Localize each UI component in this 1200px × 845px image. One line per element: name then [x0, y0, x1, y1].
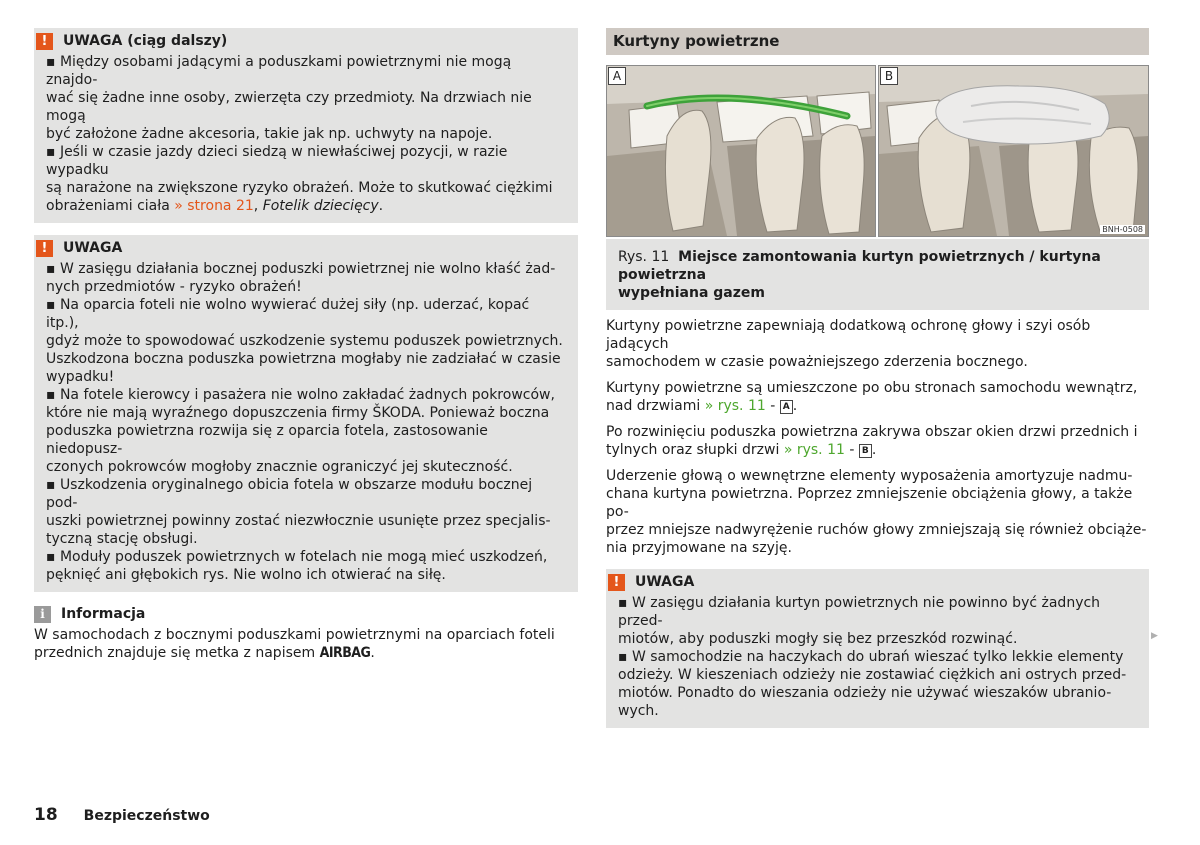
text-line: samochodem w czasie poważniejszego zderzenia bocznego. [606, 354, 1028, 370]
warning-line: ▪ Na oparcia foteli nie wolno wywierać dużej siły (np. uderzać, kopać itp.), [46, 297, 530, 331]
caption-title: Miejsce zamontowania kurtyn powietrznych / kurtyna powietrzna [618, 249, 1101, 283]
warning-line: gdyż może to spowodować uszkodzenie systemu poduszek powietrznych. [46, 333, 563, 349]
warning-line: ▪ Moduły poduszek powietrznych w fotelach nie mogą mieć uszkodzeń, [46, 549, 548, 565]
paragraph [606, 467, 1149, 557]
text-fragment: . [792, 398, 798, 414]
figure-caption [606, 239, 1149, 310]
warning-line: miotów, aby poduszki mogły się bez przeszkód rozwinąć. [618, 631, 1018, 647]
warning-line: wych. [618, 703, 659, 719]
text-line: nia przyjmowane na szyję. [606, 540, 792, 556]
text-line: Po rozwinięciu poduszka powietrzna zakrywa obszar okien drzwi przednich i [606, 424, 1138, 440]
text-line: Uderzenie głową o wewnętrzne elementy wyposażenia amortyzuje nadmu- [606, 468, 1133, 484]
warning-exclamation-icon: ! [36, 240, 53, 257]
info-header [34, 604, 578, 624]
page-footer [34, 805, 210, 825]
paragraph [606, 317, 1149, 371]
warning-line: czonych pokrowców mogłoby znacznie ograniczyć jej skuteczność. [46, 459, 513, 475]
text-fragment: . [370, 645, 375, 661]
warning-line: ▪ Jeśli w czasie jazdy dzieci siedzą w niewłaściwej pozycji, w razie wypadku [46, 144, 508, 178]
paragraph [606, 379, 1149, 415]
figure-curtain-airbags [606, 65, 1149, 237]
text-fragment: , [253, 198, 263, 214]
warning-line: wypadku! [46, 369, 115, 385]
warning-line: miotów. Ponadto do wieszania odzieży nie używać wieszaków ubranio- [618, 685, 1112, 701]
warning-title: UWAGA [635, 574, 695, 590]
warning-line [46, 197, 566, 215]
text-fragment: nad drzwiami [606, 398, 705, 414]
warning-line: są narażone na zwiększone ryzyko obrażeń. Może to skutkować ciężkimi [46, 180, 553, 196]
left-column [34, 28, 578, 662]
warning-header [36, 238, 566, 258]
figure-panel-a [606, 65, 876, 237]
section-title: Kurtyny powietrzne [606, 28, 1149, 55]
text-fragment: . [378, 198, 384, 214]
text-fragment: tylnych oraz słupki drzwi [606, 442, 784, 458]
info-block [34, 604, 578, 662]
warning-box-side-airbag [34, 235, 578, 592]
warning-header [36, 31, 566, 51]
warning-line: które nie mają wyraźnego dopuszczenia firmy ŠKODA. Ponieważ boczna [46, 405, 550, 421]
text-line: Kurtyny powietrzne są umieszczone po obu stronach samochodu wewnątrz, [606, 380, 1138, 396]
caption-prefix: Rys. 11 [618, 249, 670, 265]
figure-key-b: B [859, 444, 872, 458]
warning-line: ▪ W samochodzie na haczykach do ubrań wieszać tylko lekkie elementy [618, 649, 1124, 665]
text-line: chana kurtyna powietrzna. Poprzez zmniejszenie obciążenia głowy, a także po- [606, 486, 1133, 520]
warning-line: ▪ Między osobami jadącymi a poduszkami powietrznymi nie mogą znajdo- [46, 54, 512, 88]
page-reference-link[interactable]: » strona 21 [174, 198, 254, 214]
warning-line: uszki powietrznej powinny zostać niezwłocznie usunięte przez specjalis- [46, 513, 551, 529]
figure-reference-link[interactable]: » rys. 11 [704, 398, 766, 414]
warning-line: tyczną stację obsługi. [46, 531, 198, 547]
warning-line: odzieży. W kieszeniach odzieży nie zostawiać ciężkich ani ostrych przed- [618, 667, 1127, 683]
caption-title: wypełniana gazem [618, 285, 765, 301]
warning-line: Uszkodzona boczna poduszka powietrzna mogłaby nie zadziałać w czasie [46, 351, 561, 367]
text-line: przez mniejsze nadwyrężenie ruchów głowy zmniejszają się również obciąże- [606, 522, 1147, 538]
warning-exclamation-icon: ! [36, 33, 53, 50]
warning-line: być założone żadne akcesoria, takie jak np. uchwyty na napoje. [46, 126, 493, 142]
warning-exclamation-icon: ! [608, 574, 625, 591]
triangle-right-icon: ▶ [1151, 631, 1158, 641]
figure-reference-link[interactable]: » rys. 11 [783, 442, 845, 458]
paragraph [606, 423, 1149, 459]
warning-line: wać się żadne inne osoby, zwierzęta czy przedmioty. Na drzwiach nie mogą [46, 90, 532, 124]
warning-title: UWAGA (ciąg dalszy) [63, 33, 228, 49]
car-interior-illustration-a [607, 66, 875, 236]
warning-title: UWAGA [63, 240, 123, 256]
figure-code: BNH-0508 [1102, 225, 1143, 234]
warning-box-curtain [606, 569, 1149, 728]
figure-panel-b [878, 65, 1149, 237]
text-fragment: obrażeniami ciała [46, 198, 175, 214]
text-fragment: . [871, 442, 877, 458]
warning-header [608, 572, 1137, 592]
info-title: Informacja [61, 606, 146, 622]
right-column [606, 28, 1149, 740]
warning-line: poduszka powietrzna rozwija się z oparcia fotela, zastosowanie niedopusz- [46, 423, 488, 457]
info-line [34, 644, 578, 662]
footer-section: Bezpieczeństwo [83, 808, 210, 824]
warning-line: ▪ Uszkodzenia oryginalnego obicia fotela w obszarze modułu bocznej pod- [46, 477, 533, 511]
figure-key-a: A [780, 400, 793, 414]
info-line: W samochodach z bocznymi poduszkami powietrznymi na oparciach foteli [34, 627, 555, 643]
info-icon: i [34, 606, 51, 623]
warning-box-continued [34, 28, 578, 223]
panel-label-a: A [608, 67, 626, 85]
text-line: Kurtyny powietrzne zapewniają dodatkową ochronę głowy i szyi osób jadących [606, 318, 1091, 352]
warning-line: pęknięć ani głębokich rys. Nie wolno ich otwierać na siłę. [46, 567, 446, 583]
car-interior-illustration-b [879, 66, 1148, 236]
text-fragment: - [844, 442, 859, 458]
text-fragment: - [765, 398, 780, 414]
panel-label-b: B [880, 67, 898, 85]
page-number: 18 [34, 805, 58, 825]
warning-line: ▪ Na fotele kierowcy i pasażera nie wolno zakładać żadnych pokrowców, [46, 387, 555, 403]
airbag-label: AIRBAG [319, 645, 371, 661]
warning-line: ▪ W zasięgu działania kurtyn powietrznych nie powinno być żadnych przed- [618, 595, 1101, 629]
warning-line: nych przedmiotów - ryzyko obrażeń! [46, 279, 302, 295]
chapter-reference: Fotelik dziecięcy [262, 198, 379, 214]
warning-line: ▪ W zasięgu działania bocznej poduszki powietrznej nie wolno kłaść żad- [46, 261, 556, 277]
text-fragment: przednich znajduje się metka z napisem [34, 645, 320, 661]
